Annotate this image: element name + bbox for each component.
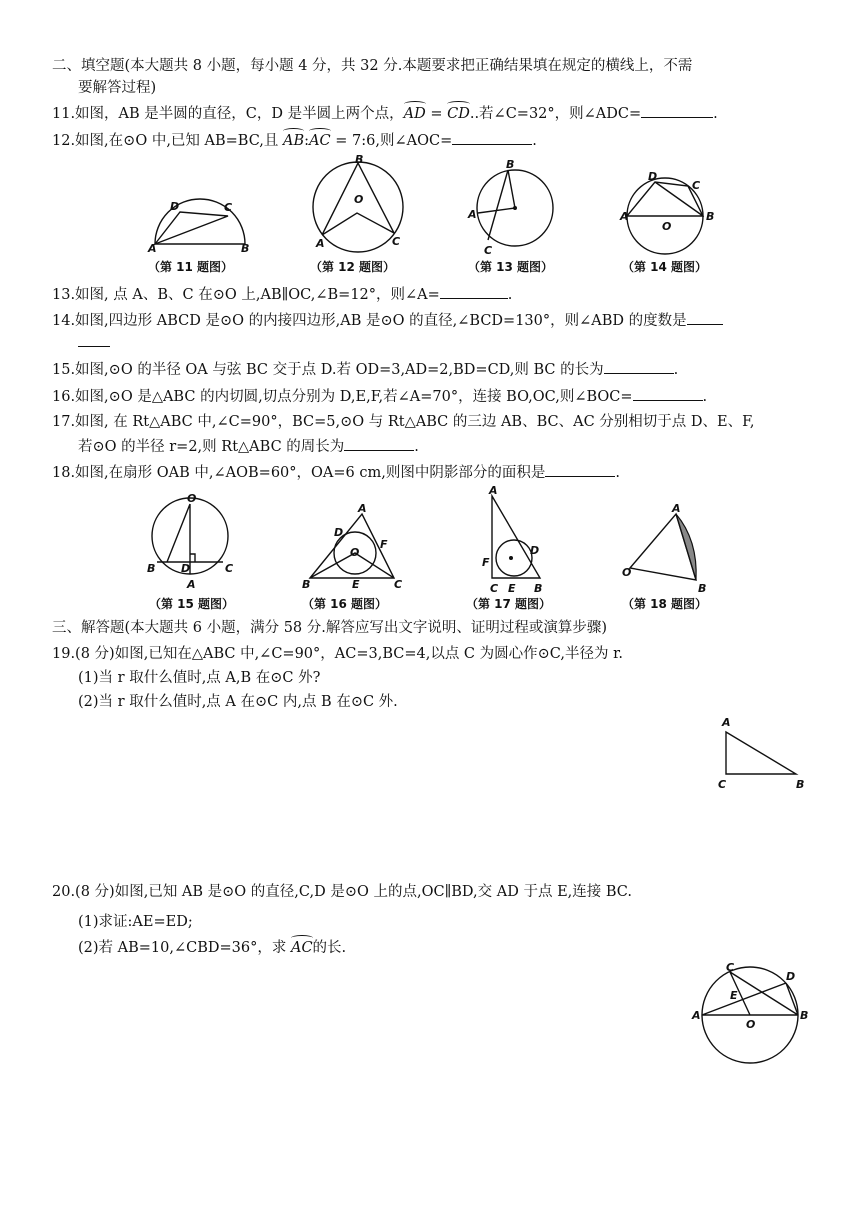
question-13 xyxy=(52,284,512,305)
fig12-circle xyxy=(313,162,403,252)
q12-arc-ac: AC xyxy=(309,133,331,149)
question-17-line1: 17.如图, 在 Rt△ABC 中,∠C=90°，BC=5,⊙O 与 Rt△ABC 的三边 AB、BC、AC 分别相切于点 D、E、F, xyxy=(52,414,755,430)
q12-arc-ab: AB xyxy=(283,133,305,149)
fig14-label-b: B xyxy=(706,210,715,223)
fig20-label-o: O xyxy=(746,1018,756,1031)
q20-part2-text: (2)若 AB=10,∠CBD=36°，求 xyxy=(78,940,291,956)
q17-text: 若⊙O 的半径 r=2,则 Rt△ABC 的周长为 xyxy=(78,439,345,455)
q15-text: 15.如图,⊙O 的半径 OA 与弦 BC 交于点 D.若 OD=3,AD=2,BD=CD,则 BC 的长为 xyxy=(52,362,604,378)
fig15-label-b: B xyxy=(147,562,156,575)
fig16-label-a: A xyxy=(358,502,367,515)
q11-equals: = xyxy=(425,106,448,122)
fig12-caption: （第 12 题图） xyxy=(310,260,396,274)
fig16-label-b: B xyxy=(302,578,311,591)
fig15-label-o: O xyxy=(187,492,197,505)
figure-19 xyxy=(712,712,812,794)
question-17-line2 xyxy=(78,436,419,457)
section-2-heading-line1: 二、填空题(本大题共 8 小题，每小题 4 分，共 32 分.本题要求把正确结果填在规定的横线上，不需 xyxy=(52,58,693,74)
fig14-label-d: D xyxy=(648,170,658,183)
fig13-label-b: B xyxy=(506,158,515,171)
fig15-label-a: A xyxy=(187,578,196,591)
question-18 xyxy=(52,462,620,483)
fig20-segments xyxy=(702,972,798,1015)
fig17-label-d: D xyxy=(530,544,540,557)
question-19-stem: 19.(8 分)如图,已知在△ABC 中,∠C=90°，AC=3,BC=4,以点 C 为圆心作⊙C,半径为 r. xyxy=(52,646,624,662)
fig11-caption: （第 11 题图） xyxy=(148,260,234,274)
q12-ratio: = 7:6 xyxy=(330,133,376,149)
fig17-incircle xyxy=(496,540,532,576)
figure-20 xyxy=(690,961,820,1068)
q18-text: 18.如图,在扇形 OAB 中,∠AOB=60°，OA=6 cm,则图中阴影部分的面积是 xyxy=(52,465,546,481)
fig18-sector xyxy=(630,514,696,580)
fig19-triangle xyxy=(726,732,796,774)
q11-answer-blank[interactable] xyxy=(641,103,713,118)
fig17-label-b: B xyxy=(534,582,543,595)
fig12-label-a: A xyxy=(316,237,325,250)
q16-answer-blank[interactable] xyxy=(633,386,703,401)
question-20-part2 xyxy=(78,938,346,958)
figure-14 xyxy=(620,158,740,276)
figure-11 xyxy=(140,158,260,276)
figure-16 xyxy=(300,502,420,614)
fig17-label-f: F xyxy=(482,556,490,569)
q20-part2-text-post: 的长. xyxy=(312,940,347,956)
question-19-part2: (2)当 r 取什么值时,点 A 在⊙C 内,点 B 在⊙C 外. xyxy=(78,694,398,710)
q12-answer-blank[interactable] xyxy=(452,130,532,145)
q15-period: . xyxy=(673,362,679,378)
fig19-label-a: A xyxy=(722,716,731,729)
q11-period: . xyxy=(713,106,718,122)
fig18-label-o: O xyxy=(622,566,632,579)
fig13-label-c: C xyxy=(484,244,493,257)
q20-arc-ac: AC xyxy=(290,940,313,956)
fig13-caption: （第 13 题图） xyxy=(468,260,554,274)
fig11-label-b: B xyxy=(241,242,250,255)
question-12 xyxy=(52,130,537,151)
q13-text: 13.如图, 点 A、B、C 在⊙O 上,AB∥OC,∠B=12°，则∠A= xyxy=(52,287,440,303)
fig15-label-d: D xyxy=(181,562,191,575)
fig13-label-a: A xyxy=(468,208,477,221)
section-3-heading: 三、解答题(本大题共 6 小题，满分 58 分.解答应写出文字说明、证明过程或演算步骤) xyxy=(52,620,608,636)
question-14 xyxy=(52,310,723,331)
q18-answer-blank[interactable] xyxy=(545,462,615,477)
fig14-label-c: C xyxy=(692,179,701,192)
question-16 xyxy=(52,386,707,407)
fig17-label-c: C xyxy=(490,582,499,595)
fig14-label-o: O xyxy=(662,220,672,233)
fig12-label-o: O xyxy=(354,193,364,206)
fig14-caption: （第 14 题图） xyxy=(622,260,708,274)
fig19-label-c: C xyxy=(718,778,727,791)
fig16-label-c: C xyxy=(394,578,403,591)
question-14-cont xyxy=(78,332,110,353)
fig17-label-e: E xyxy=(508,582,516,595)
q13-period: . xyxy=(507,287,513,303)
q12-period: . xyxy=(532,133,537,149)
fig18-caption: （第 18 题图） xyxy=(622,597,708,611)
fig16-label-d: D xyxy=(334,526,344,539)
fig13-center-dot xyxy=(513,206,517,210)
fig15-label-c: C xyxy=(225,562,234,575)
figure-18 xyxy=(618,500,738,614)
fig15-caption: （第 15 题图） xyxy=(149,597,235,611)
question-20-part1: (1)求证:AE=ED; xyxy=(78,914,193,930)
fig18-label-b: B xyxy=(698,582,707,595)
figure-15 xyxy=(145,492,265,614)
figure-12 xyxy=(300,155,420,277)
fig16-label-f: F xyxy=(380,538,388,551)
q11-arc-cd: CD xyxy=(447,106,470,122)
fig17-center-dot xyxy=(509,556,513,560)
figure-17 xyxy=(466,484,580,614)
fig14-label-a: A xyxy=(620,210,629,223)
fig20-label-e: E xyxy=(730,989,738,1002)
fig12-label-c: C xyxy=(392,235,401,248)
fig11-chords xyxy=(155,212,228,244)
q18-period: . xyxy=(615,465,620,481)
q17-period: . xyxy=(414,439,419,455)
q12-text: 12.如图,在⊙O 中,已知 AB=BC,且 xyxy=(52,133,284,149)
fig16-caption: （第 16 题图） xyxy=(302,597,388,611)
fig18-label-a: A xyxy=(672,502,681,515)
question-20-stem: 20.(8 分)如图,已知 AB 是⊙O 的直径,C,D 是⊙O 上的点,OC∥BD,交 AD 于点 E,连接 BC. xyxy=(52,884,632,900)
question-19-part1: (1)当 r 取什么值时,点 A,B 在⊙C 外? xyxy=(78,670,321,686)
fig17-caption: （第 17 题图） xyxy=(466,597,552,611)
q11-text-post: ..若∠C=32°，则∠ADC= xyxy=(469,106,642,122)
fig20-label-d: D xyxy=(786,970,796,983)
q16-period: . xyxy=(702,389,708,405)
figure-13 xyxy=(460,158,580,276)
q12-colon: : xyxy=(304,133,310,149)
q14-text: 14.如图,四边形 ABCD 是⊙O 的内接四边形,AB 是⊙O 的直径,∠BCD=130°，则∠ABD 的度数是 xyxy=(52,313,687,329)
fig11-label-a: A xyxy=(148,242,157,255)
fig11-label-d: D xyxy=(170,200,180,213)
question-11 xyxy=(52,103,718,124)
section-2-heading-line2: 要解答过程) xyxy=(78,80,157,96)
fig17-label-a: A xyxy=(489,484,498,497)
fig20-label-a: A xyxy=(692,1009,701,1022)
fig20-label-c: C xyxy=(726,961,735,974)
q11-text: 11.如图，AB 是半圆的直径，C，D 是半圆上两个点， xyxy=(52,106,404,122)
q14-answer-blank-1[interactable] xyxy=(687,310,723,325)
q15-answer-blank[interactable] xyxy=(604,359,674,374)
fig17-triangle xyxy=(492,496,540,578)
q16-text: 16.如图,⊙O 是△ABC 的内切圆,切点分别为 D,E,F,若∠A=70°，连接 BO,OC,则∠BOC= xyxy=(52,389,633,405)
q14-answer-blank-2[interactable] xyxy=(78,332,110,347)
fig16-label-e: E xyxy=(352,578,360,591)
q17-answer-blank[interactable] xyxy=(344,436,414,451)
q11-arc-ad: AD xyxy=(403,106,426,122)
question-15 xyxy=(52,359,678,380)
fig11-label-c: C xyxy=(224,201,233,214)
q12-text-post: ,则∠AOC= xyxy=(375,133,453,149)
fig12-label-b: B xyxy=(355,153,364,166)
fig20-label-b: B xyxy=(800,1009,809,1022)
q13-answer-blank[interactable] xyxy=(440,284,508,299)
fig16-label-o: O xyxy=(350,546,360,559)
fig19-label-b: B xyxy=(796,778,805,791)
